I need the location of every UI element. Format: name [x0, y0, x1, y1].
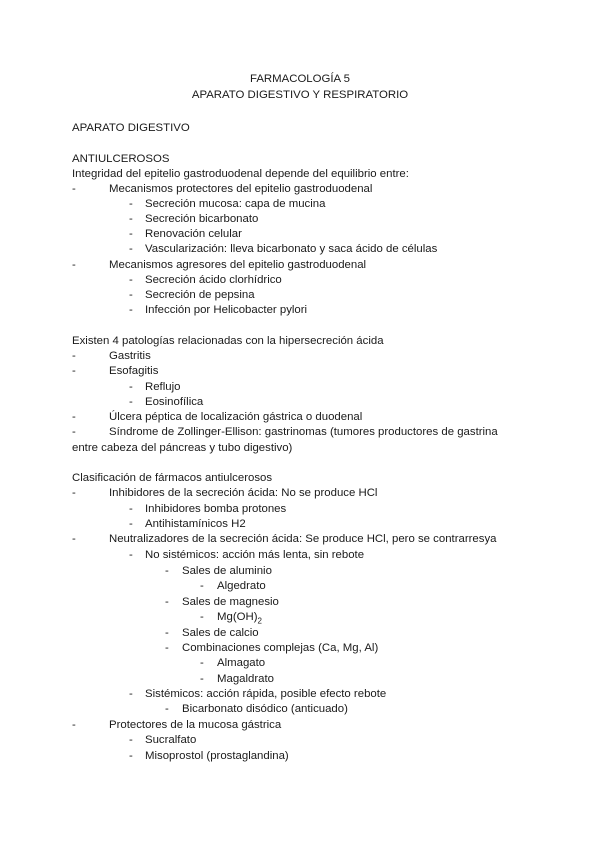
antiulcerosos-heading: ANTIULCEROSOS — [72, 153, 170, 165]
doc-subtitle: APARATO DIGESTIVO Y RESPIRATORIO — [191, 89, 409, 101]
item-text: Gastritis — [109, 350, 151, 362]
bullet: - — [129, 304, 133, 316]
bullet: - — [129, 750, 133, 762]
item-text: Inhibidores bomba protones — [145, 503, 287, 515]
item-text: Secreción ácido clorhídrico — [145, 274, 282, 286]
bullet: - — [72, 411, 76, 423]
item-text: Mecanismos protectores del epitelio gastroduodenal — [109, 183, 373, 195]
item-text: Almagato — [217, 657, 266, 669]
bullet: - — [129, 198, 133, 210]
bullet: - — [200, 611, 204, 623]
bullet: - — [200, 580, 204, 592]
bullet: - — [200, 657, 204, 669]
section-heading: APARATO DIGESTIVO — [72, 122, 190, 134]
item-text: No sistémicos: acción más lenta, sin rebote — [145, 549, 365, 561]
item-text: Sistémicos: acción rápida, posible efecto rebote — [145, 688, 387, 700]
item-text: Sales de aluminio — [182, 565, 272, 577]
item-text: Secreción de pepsina — [145, 289, 255, 301]
bullet: - — [72, 487, 76, 499]
bullet: - — [129, 734, 133, 746]
item-continuation: entre cabeza del páncreas y tubo digestivo) — [72, 442, 293, 454]
bullet: - — [72, 259, 76, 271]
bullet: - — [129, 213, 133, 225]
item-text: Úlcera péptica de localización gástrica o duodenal — [109, 411, 363, 423]
bullet: - — [165, 565, 169, 577]
clasificacion-heading: Clasificación de fármacos antiulcerosos — [72, 472, 273, 484]
item-text: Esofagitis — [109, 365, 159, 377]
bullet: - — [129, 549, 133, 561]
item-text: Eosinofílica — [145, 396, 204, 408]
item-text: Renovación celular — [145, 228, 242, 240]
bullet: - — [200, 673, 204, 685]
bullet: - — [72, 350, 76, 362]
bullet: - — [129, 243, 133, 255]
bullet: - — [72, 719, 76, 731]
item-text: Secreción bicarbonato — [145, 213, 259, 225]
bullet: - — [129, 503, 133, 515]
item-text: Misoprostol (prostaglandina) — [145, 750, 289, 762]
formula-subscript: 2 — [257, 616, 262, 626]
bullet: - — [129, 518, 133, 530]
item-text: Inhibidores de la secreción ácida: No se produce HCl — [109, 487, 378, 499]
formula: Mg(OH) — [217, 611, 258, 623]
bullet: - — [129, 688, 133, 700]
item-text: Neutralizadores de la secreción ácida: Se produce HCl, pero se contrarresya — [109, 533, 497, 545]
item-text: Secreción mucosa: capa de mucina — [145, 198, 326, 210]
item-text: Sales de calcio — [182, 627, 259, 639]
bullet: - — [129, 289, 133, 301]
item-text: Bicarbonato disódico (anticuado) — [182, 703, 348, 715]
item-text: Sucralfato — [145, 734, 197, 746]
item-text: Protectores de la mucosa gástrica — [109, 719, 282, 731]
bullet: - — [72, 426, 76, 438]
bullet: - — [72, 183, 76, 195]
bullet: - — [72, 365, 76, 377]
intro-text: Integridad del epitelio gastroduodenal depende del equilibrio entre: — [72, 168, 409, 180]
bullet: - — [165, 642, 169, 654]
item-text: Magaldrato — [217, 673, 274, 685]
bullet: - — [165, 596, 169, 608]
bullet: - — [165, 703, 169, 715]
item-text: Infección por Helicobacter pylori — [145, 304, 308, 316]
item-text: Algedrato — [217, 580, 266, 592]
item-text: Reflujo — [145, 381, 181, 393]
item-text: Antihistamínicos H2 — [145, 518, 246, 530]
item-text: Mecanismos agresores del epitelio gastroduodenal — [109, 259, 367, 271]
item-text: Síndrome de Zollinger-Ellison: gastrinomas (tumores productores de gastrina — [109, 426, 498, 438]
bullet: - — [129, 228, 133, 240]
bullet: - — [72, 533, 76, 545]
item-text: Sales de magnesio — [182, 596, 279, 608]
patologias-heading: Existen 4 patologías relacionadas con la hipersecreción ácida — [72, 335, 384, 347]
bullet: - — [129, 274, 133, 286]
item-text: Combinaciones complejas (Ca, Mg, Al) — [182, 642, 379, 654]
bullet: - — [165, 627, 169, 639]
bullet: - — [129, 381, 133, 393]
item-text: Vascularización: lleva bicarbonato y saca ácido de células — [145, 243, 438, 255]
doc-title: FARMACOLOGÍA 5 — [249, 73, 350, 85]
bullet: - — [129, 396, 133, 408]
